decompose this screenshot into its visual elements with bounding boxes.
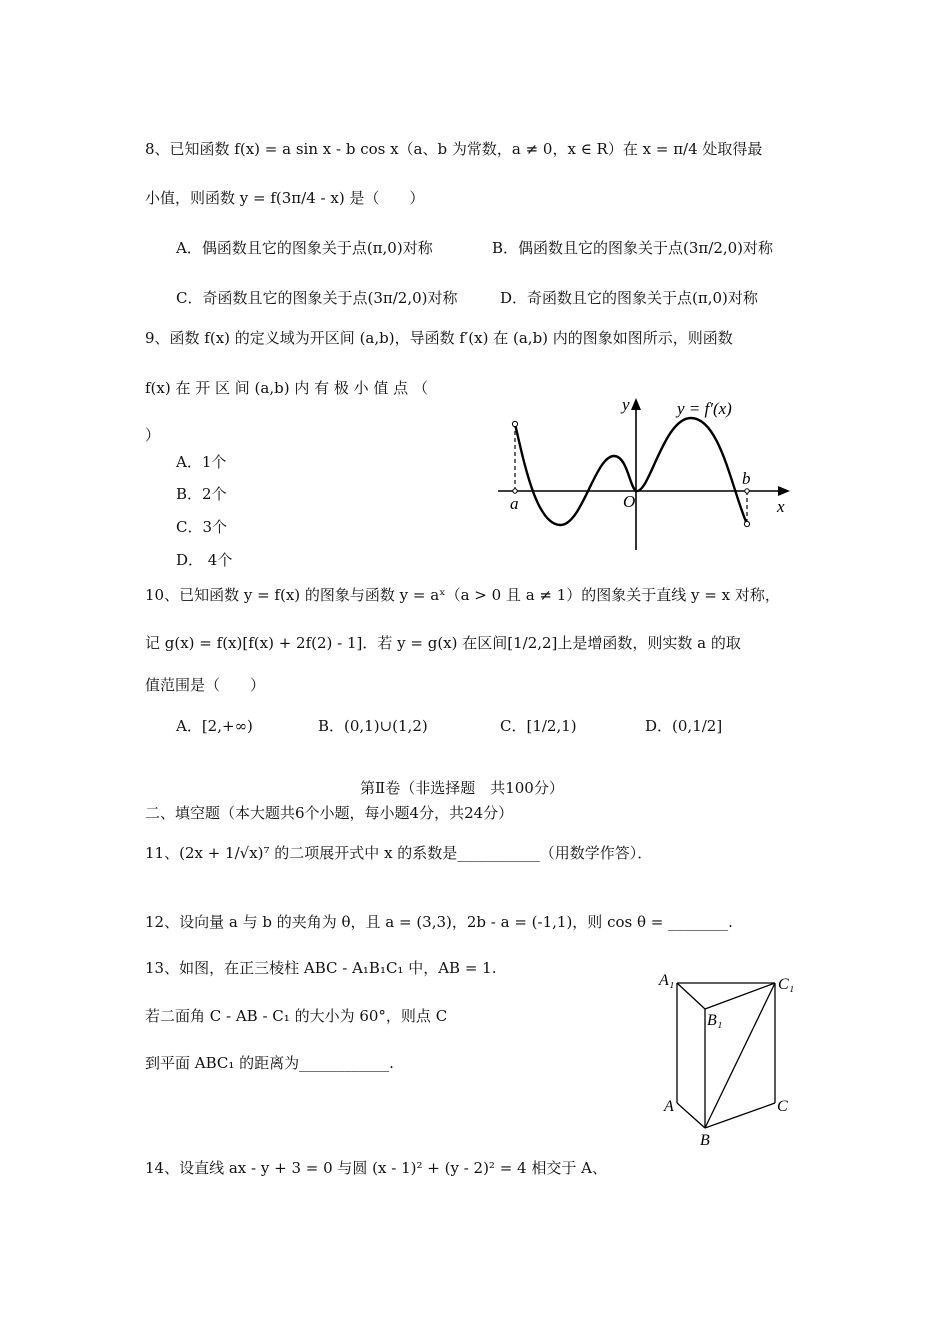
q11-stem: 11、(2x + 1/√x)⁷ 的二项展开式中 x 的系数是___________（用数学作答）．	[145, 844, 653, 862]
q9-option-a: A．1个	[176, 453, 227, 471]
q10-option-c: C．[1/2,1)	[500, 717, 577, 735]
q9-option-c: C．3个	[176, 518, 228, 536]
q8-option-a: A．偶函数且它的图象关于点(π,0)对称	[176, 239, 433, 257]
q12-stem: 12、设向量 a 与 b 的夹角为 θ，且 a = (3,3)，2b - a = (-1,1)，则 cos θ = ________.	[145, 913, 733, 931]
q13-stem-line3: 到平面 ABC₁ 的距离为____________.	[145, 1054, 394, 1072]
part2-section-heading: 二、填空题（本大题共6个小题，每小题4分，共24分）	[145, 804, 514, 822]
part2-title: 第Ⅱ卷（非选择题 共100分）	[360, 779, 564, 797]
x-axis-arrow	[778, 486, 790, 496]
q9-stem-line3: ）	[145, 426, 161, 444]
q8-option-d: D．奇函数且它的图象关于点(π,0)对称	[500, 289, 758, 307]
q10-stem-line1: 10、已知函数 y = f(x) 的图象与函数 y = aˣ（a > 0 且 a ≠ 1）的图象关于直线 y = x 对称，	[145, 586, 780, 604]
q10-stem-line2: 记 g(x) = f(x)[f(x) + 2f(2) - 1]．若 y = g(x) 在区间[1/2,2]上是增函数，则实数 a 的取	[145, 634, 741, 652]
point-b-on-axis	[745, 489, 749, 493]
label-c1: C₁	[778, 976, 795, 993]
endpoint-b-circle	[744, 521, 749, 526]
endpoint-a-circle	[512, 421, 517, 426]
q10-stem-line3: 值范围是（ ）	[145, 676, 266, 694]
q10-option-d: D．(0,1/2]	[645, 717, 723, 735]
q9-option-d: D． 4个	[176, 551, 233, 569]
q8-option-b: B．偶函数且它的图象关于点(3π/2,0)对称	[492, 239, 774, 257]
q8-stem-line2: 小值，则函数 y = f(3π/4 - x) 是（ ）	[145, 189, 425, 207]
y-axis-arrow	[631, 398, 641, 410]
q9-stem-line1: 9、函数 f(x) 的定义域为开区间 (a,b)，导函数 f′(x) 在 (a,b) 内的图象如图所示，则函数	[145, 329, 733, 347]
a-label: a	[510, 494, 519, 513]
q13-stem-line2: 若二面角 C - AB - C₁ 的大小为 60°，则点 C	[145, 1007, 448, 1025]
q14-stem: 14、设直线 ax - y + 3 = 0 与圆 (x - 1)² + (y - 2)² = 4 相交于 A、	[145, 1159, 607, 1177]
label-a1: A₁	[659, 972, 675, 989]
point-a-on-axis	[513, 489, 517, 493]
q9-stem-line2: f(x) 在 开 区 间 (a,b) 内 有 极 小 值 点 （	[145, 379, 428, 397]
origin-label: O	[623, 492, 636, 511]
q13-stem-line1: 13、如图，在正三棱柱 ABC - A₁B₁C₁ 中，AB = 1.	[145, 959, 497, 977]
label-c: C	[777, 1098, 788, 1115]
q10-option-a: A．[2,+∞)	[176, 717, 253, 735]
curve-label: y = f′(x)	[677, 399, 732, 418]
label-a: A	[664, 1098, 674, 1115]
derivative-graph-figure	[490, 390, 800, 560]
edge-a1-b1	[677, 983, 705, 1009]
q10-option-b: B．(0,1)∪(1,2)	[318, 717, 428, 735]
x-axis-label: x	[777, 497, 785, 516]
edge-a-b	[677, 1103, 705, 1128]
q8-option-c: C．奇函数且它的图象关于点(3π/2,0)对称	[176, 289, 458, 307]
b-label: b	[742, 469, 751, 488]
label-b: B	[700, 1132, 710, 1149]
q8-stem-line1: 8、已知函数 f(x) = a sin x - b cos x（a、b 为常数，a ≠ 0，x ∈ R）在 x = π/4 处取得最	[145, 140, 763, 158]
label-b1: B₁	[707, 1012, 723, 1029]
y-axis-label: y	[622, 395, 630, 414]
q9-option-b: B．2个	[176, 485, 227, 503]
prism-figure	[655, 965, 805, 1150]
